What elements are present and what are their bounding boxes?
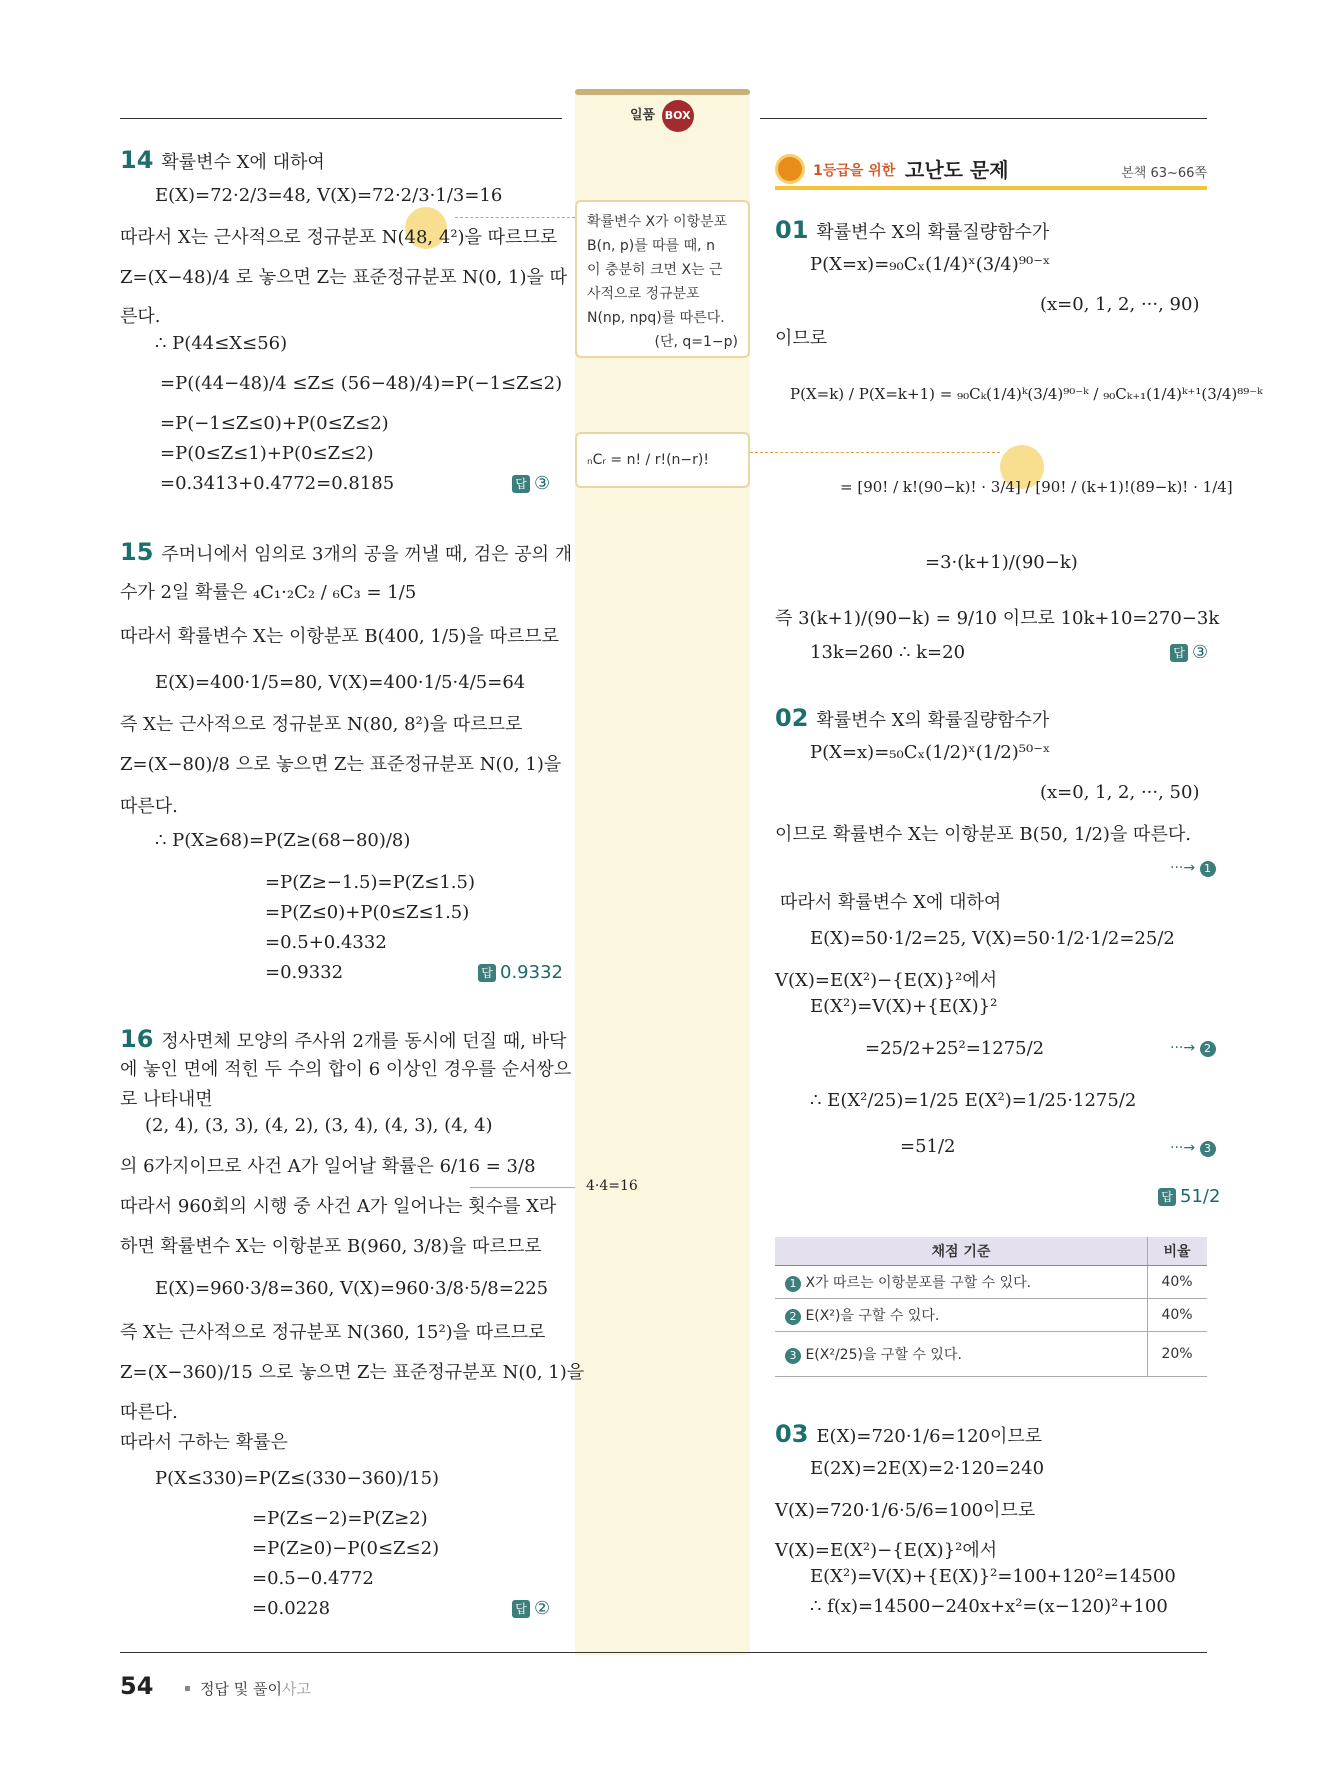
p15-text: E(X)=400·1/5=80, V(X)=400·1/5·4/5=64 <box>155 672 526 693</box>
p02-text: =51/2 <box>900 1136 956 1157</box>
p16-line-8 <box>120 1318 545 1344</box>
table-row <box>775 1299 1207 1332</box>
p14-line-3 <box>120 263 567 289</box>
footer-label <box>175 1678 311 1699</box>
p14-text: 른다. <box>120 306 161 327</box>
ncr-formula: ₙCᵣ = n! / r!(n−r)! <box>587 452 709 468</box>
p03-text: V(X)=E(X²)−{E(X)}²에서 <box>775 1540 998 1561</box>
p01-line-1 <box>810 254 1050 275</box>
table-row <box>775 1266 1207 1299</box>
p15-line-10 <box>265 932 387 953</box>
answer-value: ③ <box>1192 642 1209 663</box>
p02-line-5 <box>810 928 1175 949</box>
p15-line-4 <box>120 710 522 736</box>
grading-criteria <box>775 1266 1148 1299</box>
p15-line-0 <box>120 538 572 566</box>
p16-text: 로 나타내면 <box>120 1089 213 1110</box>
box-badge: BOX <box>662 100 694 132</box>
p02-text: E(X²)=V(X)+{E(X)}² <box>810 996 998 1017</box>
p15-text: =0.9332 <box>265 962 344 983</box>
p16-text: 따라서 960회의 시행 중 사건 A가 일어나는 횟수를 X라 <box>120 1196 557 1217</box>
p15-text: =P(Z≤0)+P(0≤Z≤1.5) <box>265 902 470 923</box>
p16-line-14 <box>252 1538 439 1559</box>
footer-faded-text: 사고 <box>282 1680 311 1698</box>
p15-line-7 <box>155 830 410 851</box>
answer-value: ③ <box>534 473 551 494</box>
p01-text: P(X=k) / P(X=k+1) = ₉₀Cₖ(1/4)ᵏ(3/4)⁹⁰⁻ᵏ / ₉₀Cₖ₊₁(1/4)ᵏ⁺¹(3/4)⁸⁹⁻ᵏ <box>790 385 1263 403</box>
p02-answer <box>1158 1186 1220 1207</box>
step-number: 3 <box>785 1348 801 1364</box>
p03-text: E(X)=720·1/6=120이므로 <box>816 1426 1043 1447</box>
p14-text: =P(0≤Z≤1)+P(0≤Z≤2) <box>160 443 374 464</box>
p03-text: V(X)=720·1/6·5/6=100이므로 <box>775 1500 1036 1521</box>
p14-line-9 <box>160 473 394 494</box>
step-marker-2: ···→ 2 <box>1170 1040 1216 1057</box>
p03-line-4 <box>810 1566 1176 1587</box>
p02-text: V(X)=E(X²)−{E(X)}²에서 <box>775 970 998 991</box>
note-line: 확률변수 X가 이항분포 <box>587 214 728 230</box>
p14-text: 확률변수 X에 대하여 <box>161 152 325 173</box>
footer-label-text: 정답 및 풀이 <box>200 1680 282 1698</box>
p14-text: ∴ P(44≤X≤56) <box>155 333 288 354</box>
p01-line-2 <box>1040 294 1199 315</box>
p14-line-2 <box>120 223 557 249</box>
p01-text: = [90! / k!(90−k)! · 3/4] / [90! / (k+1)!(89−k)! · 1/4] <box>840 478 1233 496</box>
grading-table <box>775 1237 1207 1377</box>
p01-line-4 <box>790 385 1263 403</box>
p14-text: Z=(X−48)/4 로 놓으면 Z는 표준정규분포 N(0, 1)을 따 <box>120 267 567 288</box>
p15-line-2 <box>120 622 559 648</box>
p02-line-6 <box>775 966 997 992</box>
p01-text: 이므로 <box>775 328 828 349</box>
p14-line-1 <box>155 185 502 206</box>
p01-line-7 <box>775 604 1219 630</box>
side-calc <box>586 1178 638 1194</box>
p02-line-2 <box>1040 782 1199 803</box>
p15-text: Z=(X−80)/8 으로 놓으면 Z는 표준정규분포 N(0, 1)을 <box>120 754 562 775</box>
box-label <box>630 100 694 132</box>
p16-answer <box>512 1598 550 1619</box>
p02-line-4 <box>780 888 1001 914</box>
p01-line-8 <box>810 642 965 663</box>
problem-number: 03 <box>775 1420 809 1448</box>
p15-line-6 <box>120 792 178 818</box>
p16-text: 정사면체 모양의 주사위 2개를 동시에 던질 때, 바닥 <box>161 1031 567 1052</box>
page-number: 54 <box>120 1672 154 1700</box>
p02-line-9 <box>810 1090 1136 1111</box>
p16-text: 하면 확률변수 X는 이항분포 B(960, 3/8)을 따르므로 <box>120 1236 542 1257</box>
connector-p01 <box>750 452 1000 453</box>
p02-text: (x=0, 1, 2, ···, 50) <box>1040 782 1200 803</box>
step-number: 1 <box>785 1276 801 1292</box>
p14-text: =P(−1≤Z≤0)+P(0≤Z≤2) <box>160 413 389 434</box>
p01-text: P(X=x)=₉₀Cₓ(1/4)ˣ(3/4)⁹⁰⁻ˣ <box>810 254 1051 275</box>
side-note-strip-cap <box>575 89 750 95</box>
problem-number: 16 <box>120 1025 154 1053</box>
p15-text: 따라서 확률변수 X는 이항분포 B(400, 1/5)을 따르므로 <box>120 626 560 647</box>
p14-text: =0.3413+0.4772=0.8185 <box>160 473 395 494</box>
p16-line-1 <box>120 1055 571 1081</box>
p03-line-3 <box>775 1536 997 1562</box>
step-number: 2 <box>1200 1041 1216 1057</box>
p01-line-6 <box>925 552 1078 573</box>
p16-text: 에 놓인 면에 적힌 두 수의 합이 6 이상인 경우를 순서쌍으 <box>120 1059 572 1080</box>
section-subtitle: 1등급을 위한 <box>813 163 896 179</box>
p15-line-3 <box>155 672 525 693</box>
ncr-note <box>575 432 750 488</box>
top-rule-right <box>760 118 1207 119</box>
p02-text: =25/2+25²=1275/2 <box>865 1038 1045 1059</box>
step-number: 2 <box>785 1309 801 1325</box>
bulb-icon <box>775 154 805 184</box>
p01-text: =3·(k+1)/(90−k) <box>925 552 1078 573</box>
p01-answer <box>1170 642 1208 663</box>
side-calc-text: 4·4=16 <box>586 1178 638 1194</box>
p16-line-10 <box>120 1398 178 1424</box>
p15-line-5 <box>120 750 561 776</box>
note-line: 사적으로 정규분포 <box>587 286 700 302</box>
p14-line-7 <box>160 413 389 434</box>
binomial-note <box>575 200 750 358</box>
p15-text: 주머니에서 임의로 3개의 공을 꺼낼 때, 검은 공의 개 <box>161 544 573 565</box>
problem-number: 01 <box>775 216 809 244</box>
grading-criteria <box>775 1299 1148 1332</box>
table-row <box>775 1332 1207 1377</box>
grading-header-row <box>775 1237 1207 1266</box>
criteria-text: X가 따르는 이항분포를 구할 수 있다. <box>805 1275 1032 1291</box>
problem-number: 15 <box>120 538 154 566</box>
p15-line-8 <box>265 872 475 893</box>
answer-icon: 답 <box>512 475 530 493</box>
p14-line-6 <box>160 373 562 394</box>
p15-line-1 <box>120 578 416 604</box>
p16-text: Z=(X−360)/15 으로 놓으면 Z는 표준정규분포 N(0, 1)을 <box>120 1362 585 1383</box>
p16-line-6 <box>120 1232 542 1258</box>
p02-line-10 <box>900 1136 956 1157</box>
step-marker-3: ···→ 3 <box>1170 1140 1216 1157</box>
p02-text: 이므로 확률변수 X는 이항분포 B(50, 1/2)을 따른다. <box>775 824 1191 845</box>
answer-icon: 답 <box>1170 644 1188 662</box>
p01-text: 즉 3(k+1)/(90−k) = 9/10 이므로 10k+10=270−3k <box>775 608 1220 629</box>
grading-header-ratio: 비율 <box>1148 1237 1208 1266</box>
p03-line-0 <box>775 1420 1042 1448</box>
p16-text: =0.5−0.4772 <box>252 1568 374 1589</box>
p15-line-11 <box>265 962 343 983</box>
grading-ratio: 40% <box>1148 1299 1208 1332</box>
footer-bullet <box>185 1686 190 1691</box>
p16-text: =P(Z≤−2)=P(Z≥2) <box>252 1508 428 1529</box>
answer-icon: 답 <box>478 964 496 982</box>
p01-line-0 <box>775 216 1049 244</box>
p01-line-3 <box>775 324 827 350</box>
note-line: B(n, p)를 따를 때, n <box>587 238 715 254</box>
p15-answer <box>478 962 563 983</box>
p02-line-3 <box>775 820 1191 846</box>
p16-text: (2, 4), (3, 3), (4, 2), (3, 4), (4, 3), (4, 4) <box>145 1115 493 1136</box>
p16-line-16 <box>252 1598 330 1619</box>
p16-line-7 <box>155 1278 548 1299</box>
p16-text: 즉 X는 근사적으로 정규분포 N(360, 15²)을 따르므로 <box>120 1322 546 1343</box>
p15-text: 따른다. <box>120 796 178 817</box>
p02-line-8 <box>865 1038 1044 1059</box>
note-line: 이 충분히 크면 X는 근 <box>587 262 723 278</box>
p02-line-0 <box>775 704 1049 732</box>
box-label-text: 일품 <box>630 108 656 123</box>
p16-line-4 <box>120 1152 536 1178</box>
p16-text: 따른다. <box>120 1402 178 1423</box>
p16-line-13 <box>252 1508 428 1529</box>
p03-line-5 <box>810 1596 1168 1617</box>
p16-line-15 <box>252 1568 374 1589</box>
p16-text: 따라서 구하는 확률은 <box>120 1432 288 1453</box>
criteria-text: E(X²)을 구할 수 있다. <box>805 1308 940 1324</box>
p16-text: 의 6가지이므로 사건 A가 일어날 확률은 6/16 = 3/8 <box>120 1156 536 1177</box>
answer-value: ② <box>534 1598 551 1619</box>
p02-text: E(X)=50·1/2=25, V(X)=50·1/2·1/2=25/2 <box>810 928 1175 949</box>
p02-text: P(X=x)=₅₀Cₓ(1/2)ˣ(1/2)⁵⁰⁻ˣ <box>810 742 1051 763</box>
p15-text: ∴ P(X≥68)=P(Z≥(68−80)/8) <box>155 830 411 851</box>
p03-line-1 <box>810 1458 1044 1479</box>
note-line: N(np, npq)를 따른다. <box>587 310 725 326</box>
p14-line-0 <box>120 146 325 174</box>
p16-text: P(X≤330)=P(Z≤(330−360)/15) <box>155 1468 440 1489</box>
p15-line-9 <box>265 902 469 923</box>
p03-text: ∴ f(x)=14500−240x+x²=(x−120)²+100 <box>810 1596 1168 1617</box>
p16-text: =0.0228 <box>252 1598 331 1619</box>
p15-text: =P(Z≥−1.5)=P(Z≤1.5) <box>265 872 475 893</box>
p16-line-2 <box>120 1085 213 1111</box>
p14-text: =P((44−48)/4 ≤Z≤ (56−48)/4)=P(−1≤Z≤2) <box>160 373 563 394</box>
section-page-ref: 본책 63~66쪽 <box>1121 166 1207 181</box>
p02-text: 따라서 확률변수 X에 대하여 <box>780 892 1002 913</box>
p15-text: 즉 X는 근사적으로 정규분포 N(80, 8²)을 따르므로 <box>120 714 523 735</box>
connector-p14 <box>455 217 575 218</box>
p02-line-1 <box>810 742 1050 763</box>
p16-line-5 <box>120 1192 556 1218</box>
problem-number: 02 <box>775 704 809 732</box>
p14-text: E(X)=72·2/3=48, V(X)=72·2/3·1/3=16 <box>155 185 503 206</box>
p15-text: 수가 2일 확률은 ₄C₁·₂C₂ / ₆C₃ = 1/5 <box>120 582 417 603</box>
p16-text: E(X)=960·3/8=360, V(X)=960·3/8·5/8=225 <box>155 1278 549 1299</box>
top-rule-left <box>120 118 562 119</box>
bottom-rule <box>120 1652 1207 1653</box>
answer-icon: 답 <box>1158 1188 1176 1206</box>
grading-ratio: 20% <box>1148 1332 1208 1377</box>
answer-icon: 답 <box>512 1600 530 1618</box>
p14-line-5 <box>155 333 287 354</box>
grading-header-criteria: 채점 기준 <box>775 1237 1148 1266</box>
p14-line-8 <box>160 443 374 464</box>
p02-line-7 <box>810 996 997 1017</box>
p03-text: E(X²)=V(X)+{E(X)}²=100+120²=14500 <box>810 1566 1176 1587</box>
p02-text: 확률변수 X의 확률질량함수가 <box>816 710 1050 731</box>
grading-criteria <box>775 1332 1148 1377</box>
p03-line-2 <box>775 1496 1035 1522</box>
p16-line-9 <box>120 1358 584 1384</box>
section-title: 고난도 문제 <box>905 158 1009 182</box>
p16-line-12 <box>155 1468 439 1489</box>
p14-line-4 <box>120 302 161 328</box>
section-underline <box>775 186 1207 190</box>
step-number: 1 <box>1200 861 1216 877</box>
p03-text: E(2X)=2E(X)=2·120=240 <box>810 1458 1045 1479</box>
p02-text: ∴ E(X²/25)=1/25 E(X²)=1/25·1275/2 <box>810 1090 1137 1111</box>
p01-line-5 <box>840 478 1233 496</box>
step-marker-1: ···→ 1 <box>1170 860 1216 877</box>
grading-ratio: 40% <box>1148 1266 1208 1299</box>
p16-line-0 <box>120 1025 566 1053</box>
connector-p16 <box>470 1187 575 1188</box>
criteria-text: E(X²/25)을 구할 수 있다. <box>805 1347 962 1363</box>
answer-value: 0.9332 <box>500 962 563 983</box>
p01-text: 확률변수 X의 확률질량함수가 <box>816 222 1050 243</box>
problem-number: 14 <box>120 146 154 174</box>
p01-text: 13k=260 ∴ k=20 <box>810 642 966 663</box>
p14-answer <box>512 473 550 494</box>
section-header <box>775 150 1207 186</box>
step-number: 3 <box>1200 1141 1216 1157</box>
note-line: (단, q=1−p) <box>654 334 738 350</box>
answer-value: 51/2 <box>1180 1186 1221 1207</box>
p16-line-11 <box>120 1428 288 1454</box>
p16-text: =P(Z≥0)−P(0≤Z≤2) <box>252 1538 440 1559</box>
p01-text: (x=0, 1, 2, ···, 90) <box>1040 294 1200 315</box>
p14-text: 따라서 X는 근사적으로 정규분포 N(48, 4²)을 따르므로 <box>120 227 558 248</box>
p16-line-3 <box>145 1115 493 1136</box>
p15-text: =0.5+0.4332 <box>265 932 387 953</box>
